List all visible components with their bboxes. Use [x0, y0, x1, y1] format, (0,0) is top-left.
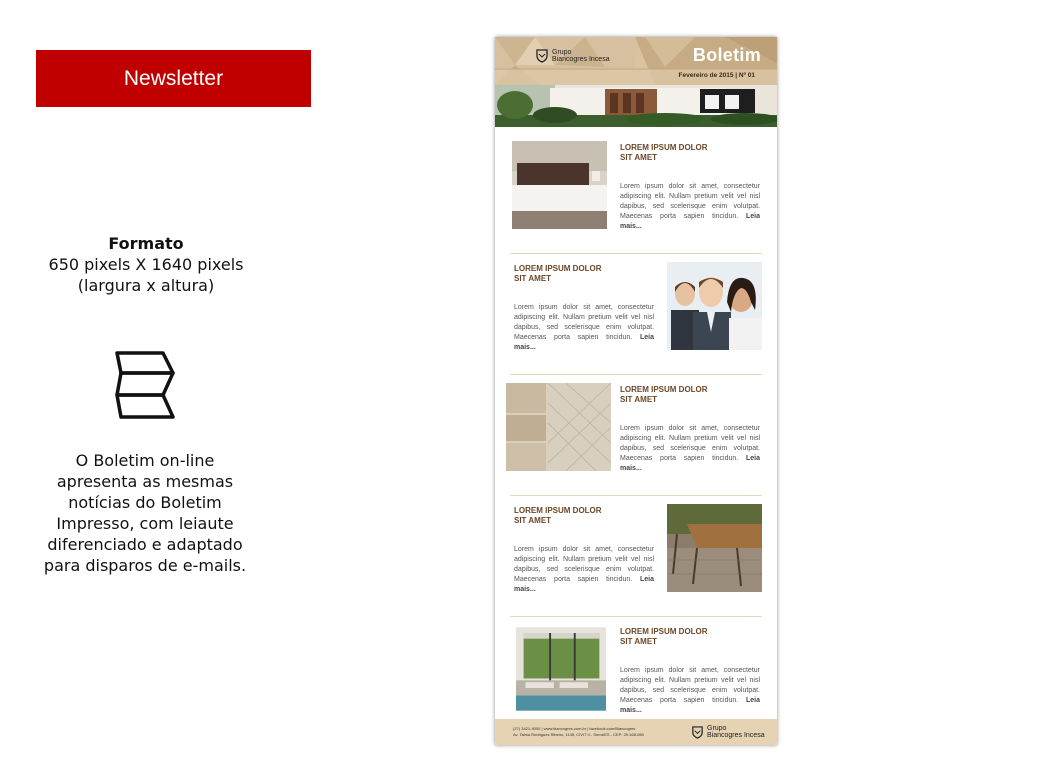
article-body	[514, 545, 654, 595]
article-heading: LOREM IPSUM DOLOR SIT AMET	[514, 506, 602, 525]
article-body	[620, 182, 760, 232]
stone-tiles-photo	[506, 383, 611, 471]
newsletter-title: Boletim	[692, 45, 761, 65]
read-more-link[interactable]: Leia mais...	[514, 576, 654, 593]
hero-building-photo	[495, 85, 777, 127]
newsletter-header	[495, 37, 777, 85]
shield-logo-icon	[535, 49, 549, 63]
format-info	[30, 233, 262, 296]
article-text	[620, 627, 760, 716]
newsletter-footer	[495, 719, 777, 745]
business-people-photo	[667, 262, 762, 350]
article-body-text: Lorem ipsum dolor sit amet, consectetur adipiscing elit. Nullam pretium velit vel nisl dapibus, sed scelerisque enim volutpat. Maecenas porta sapien tincidun.	[620, 183, 760, 220]
folded-paper-icon	[113, 351, 175, 419]
footer-logo-line1: Grupo	[707, 725, 727, 732]
format-size: 650 pixels X 1640 pixels	[48, 255, 244, 274]
article-3	[510, 375, 762, 496]
edition-label: Fevereiro de 2015 | Nº 01	[678, 72, 755, 79]
banner-label: Newsletter	[123, 66, 224, 90]
footer-line2: Av. Talma Rodrigues Ribeiro, 1145, CIVIT II - Serra/ES - CEP: 29.168-080	[513, 732, 644, 737]
format-note: (largura x altura)	[77, 276, 215, 295]
footer-logo	[691, 725, 765, 739]
description: O Boletim on-line apresenta as mesmas notícias do Boletim Impresso, com leiaute diferenciado e adaptado para disparos de e-mails.	[43, 451, 247, 575]
newsletter-logo	[535, 49, 610, 63]
shield-logo-icon	[691, 726, 704, 739]
article-body	[620, 666, 760, 716]
read-more-link[interactable]: Leia mais...	[514, 334, 654, 351]
read-more-link[interactable]: Leia mais...	[620, 213, 760, 230]
article-body	[620, 424, 760, 474]
read-more-link[interactable]: Leia mais...	[620, 455, 760, 472]
article-body-text: Lorem ipsum dolor sit amet, consectetur adipiscing elit. Nullam pretium velit vel nisl dapibus, sed scelerisque enim volutpat. Maecenas porta sapien tincidun.	[514, 304, 654, 341]
article-body-text: Lorem ipsum dolor sit amet, consectetur adipiscing elit. Nullam pretium velit vel nisl dapibus, sed scelerisque enim volutpat. Maecenas porta sapien tincidun.	[514, 546, 654, 583]
article-heading: LOREM IPSUM DOLOR SIT AMET	[620, 385, 708, 404]
read-more-link[interactable]: Leia mais...	[620, 697, 760, 714]
logo-line2: Biancogres Incesa	[552, 56, 610, 63]
article-1	[510, 133, 762, 254]
article-body	[514, 303, 654, 353]
patio-furniture-photo	[667, 504, 762, 592]
logo-line1: Grupo	[552, 49, 572, 56]
article-list	[510, 133, 762, 737]
newsletter-mockup	[495, 37, 777, 745]
article-text	[514, 264, 654, 353]
format-title: Formato	[108, 234, 184, 253]
bedroom-photo	[512, 141, 607, 229]
footer-line1: (27) 3421-9000 | www.biancogres.com.br | facebook.com/Biancogres	[513, 726, 636, 731]
article-body-text: Lorem ipsum dolor sit amet, consectetur adipiscing elit. Nullam pretium velit vel nisl dapibus, sed scelerisque enim volutpat. Maecenas porta sapien tincidun.	[620, 425, 760, 462]
article-heading: LOREM IPSUM DOLOR SIT AMET	[514, 264, 602, 283]
footer-logo-line2: Biancogres Incesa	[707, 732, 765, 739]
article-text	[620, 385, 760, 474]
article-text	[514, 506, 654, 595]
article-2	[510, 254, 762, 375]
article-heading: LOREM IPSUM DOLOR SIT AMET	[620, 627, 708, 646]
article-4	[510, 496, 762, 617]
article-heading: LOREM IPSUM DOLOR SIT AMET	[620, 143, 708, 162]
pool-room-photo	[516, 625, 606, 713]
newsletter-banner	[36, 50, 311, 107]
article-body-text: Lorem ipsum dolor sit amet, consectetur adipiscing elit. Nullam pretium velit vel nisl dapibus, sed scelerisque enim volutpat. Maecenas porta sapien tincidun.	[620, 667, 760, 704]
footer-contact	[513, 726, 673, 738]
article-text	[620, 143, 760, 232]
